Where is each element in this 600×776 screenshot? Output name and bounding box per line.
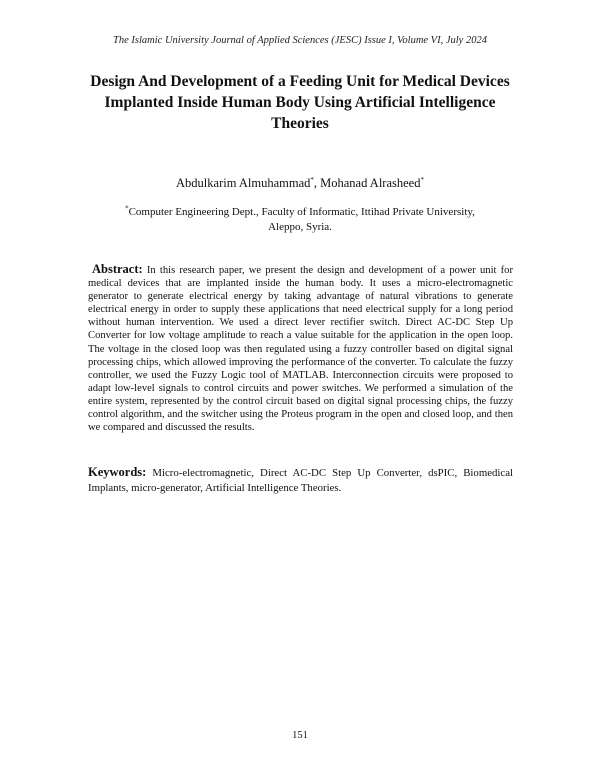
title-line: Implanted Inside Human Body Using Artificial Intelligence	[104, 94, 496, 111]
author-separator: ,	[313, 176, 321, 190]
affiliation-mark: *	[125, 204, 129, 213]
paper-title	[60, 71, 540, 134]
author-list	[0, 176, 600, 191]
affiliation-text: Computer Engineering Dept., Faculty of Informatic, Ittihad Private University,	[128, 206, 475, 218]
abstract-text: In this research paper, we present the design and development of a power unit for medical devices that are implanted inside the human body. It uses a micro-electromagnetic generator to generate electrical energy by taking advantage of natural vibrations to generate electrical energy in order to supply these applications that need electrical supply for a long period without human intervention. We used a direct lever rectifier switch. Direct AC-DC Step Up Converter for low voltage amplitude to reach a value suitable for the application in the open loop. The voltage in the closed loop was then regulated using a fuzzy controller based on digital signal processing chips, which allowed improving the performance of the converter. To calculate the fuzzy controller, we used the Fuzzy Logic tool of MATLAB. Interconnection circuits were proposed to adapt low-level signals to control circuits and power switches. We performed a simulation of the entire system, represented by the control circuit based on digital signal processing chips, the fuzzy control algorithm, and the switcher using the Proteus program in the open and closed loop, and then we compared and discussed the results.	[88, 265, 513, 434]
abstract-label: Abstract:	[92, 262, 143, 276]
affiliation-line: Aleppo, Syria.	[268, 221, 332, 233]
author-name: Mohanad Alrasheed	[320, 176, 421, 190]
title-line: Design And Development of a Feeding Unit for Medical Devices	[90, 73, 510, 90]
title-line: Theories	[271, 115, 329, 132]
keywords-section	[88, 465, 513, 496]
author-mark: *	[310, 175, 314, 184]
affiliation	[80, 205, 520, 235]
abstract-section	[88, 263, 513, 434]
author-name: Abdulkarim Almuhammad	[176, 176, 311, 190]
journal-header: The Islamic University Journal of Applied Sciences (JESC) Issue I, Volume VI, July 2024	[113, 35, 487, 46]
page-number: 151	[292, 730, 308, 741]
author-mark: *	[420, 175, 424, 184]
keywords-text: Micro-electromagnetic, Direct AC-DC Step Up Converter, dsPIC, Biomedical Implants, micro-generator, Artificial Intelligence Theories.	[88, 467, 513, 494]
keywords-label: Keywords:	[88, 465, 147, 479]
affiliation-line	[80, 205, 520, 220]
